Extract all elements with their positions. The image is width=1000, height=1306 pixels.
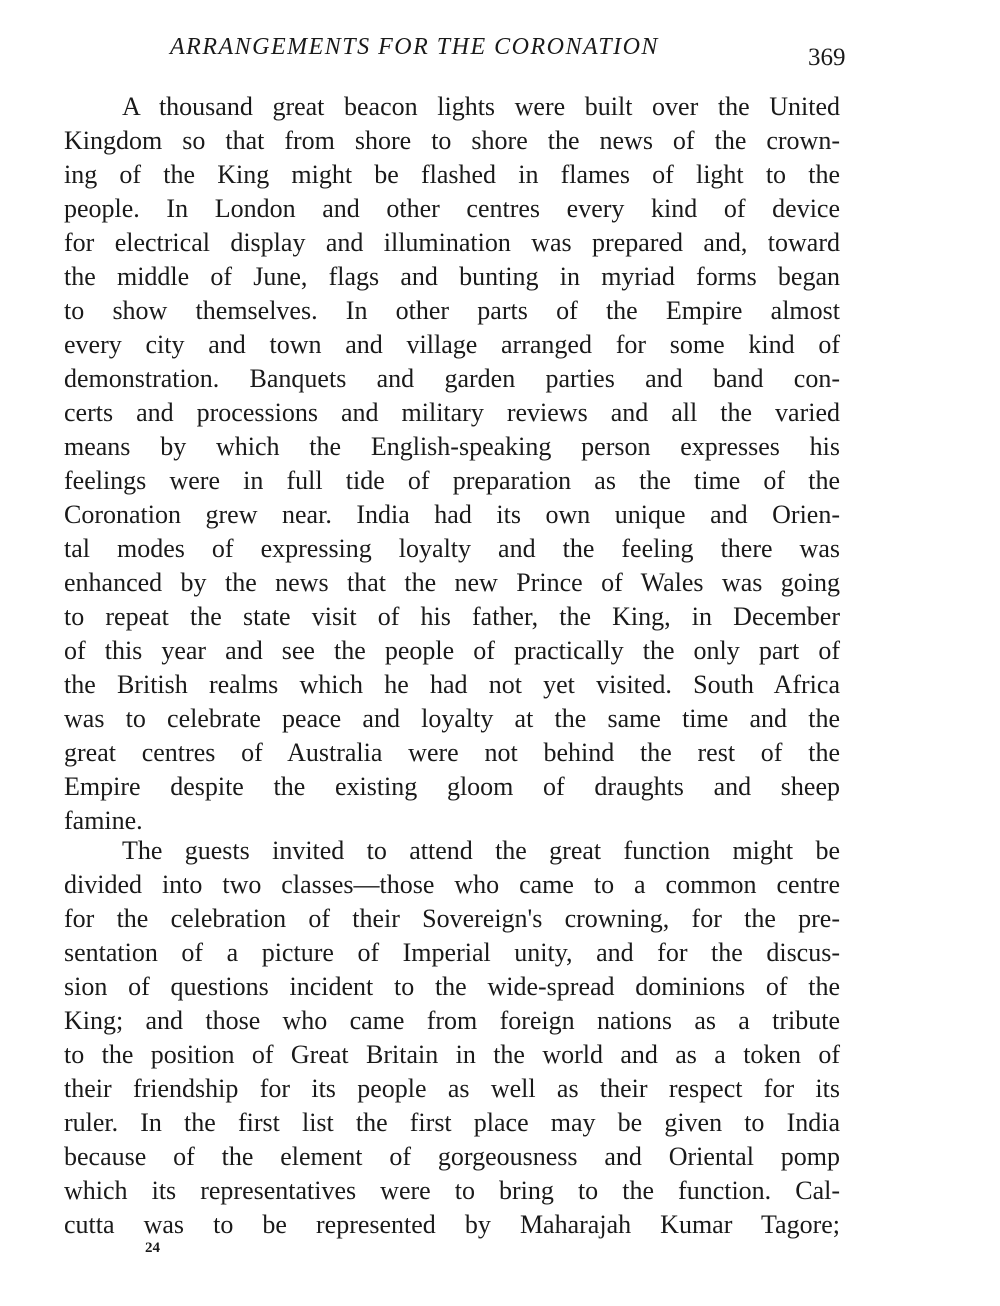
text-line: sentation of a picture of Imperial unity, and for the discus- bbox=[64, 938, 840, 967]
text-line: ing of the King might be flashed in flames of light to the bbox=[64, 160, 840, 189]
text-line: the British realms which he had not yet visited. South Africa bbox=[64, 670, 840, 699]
text-line: ruler. In the first list the first place may be given to India bbox=[64, 1108, 840, 1137]
text-line: King; and those who came from foreign nations as a tribute bbox=[64, 1006, 840, 1035]
text-line: A thousand great beacon lights were built over the United bbox=[122, 92, 840, 121]
text-line: their friendship for its people as well as their respect for its bbox=[64, 1074, 840, 1103]
text-line: certs and processions and military reviews and all the varied bbox=[64, 398, 840, 427]
text-line: which its representatives were to bring to the function. Cal- bbox=[64, 1176, 840, 1205]
text-line: enhanced by the news that the new Prince of Wales was going bbox=[64, 568, 840, 597]
text-line: divided into two classes—those who came to a common centre bbox=[64, 870, 840, 899]
text-line: great centres of Australia were not behind the rest of the bbox=[64, 738, 840, 767]
text-line: for the celebration of their Sovereign's crowning, for the pre- bbox=[64, 904, 840, 933]
text-line: The guests invited to attend the great function might be bbox=[122, 836, 840, 865]
text-line: the middle of June, flags and bunting in myriad forms began bbox=[64, 262, 840, 291]
text-line: cutta was to be represented by Maharajah Kumar Tagore; bbox=[64, 1210, 840, 1239]
text-line: for electrical display and illumination was prepared and, toward bbox=[64, 228, 840, 257]
text-line: means by which the English-speaking person expresses his bbox=[64, 432, 840, 461]
page-number: 369 bbox=[808, 44, 846, 71]
paragraph-beacon-lights bbox=[64, 90, 840, 838]
text-line: Coronation grew near. India had its own unique and Orien- bbox=[64, 500, 840, 529]
text-line: famine. bbox=[64, 806, 143, 835]
text-line: Kingdom so that from shore to shore the news of the crown- bbox=[64, 126, 840, 155]
signature-mark: 24 bbox=[145, 1240, 160, 1256]
text-line: Empire despite the existing gloom of draughts and sheep bbox=[64, 772, 840, 801]
text-line: tal modes of expressing loyalty and the feeling there was bbox=[64, 534, 840, 563]
text-line: to show themselves. In other parts of the Empire almost bbox=[64, 296, 840, 325]
text-line: because of the element of gorgeousness and Oriental pomp bbox=[64, 1142, 840, 1171]
text-line: to the position of Great Britain in the world and as a token of bbox=[64, 1040, 840, 1069]
text-line: people. In London and other centres every kind of device bbox=[64, 194, 840, 223]
text-line: sion of questions incident to the wide-spread dominions of the bbox=[64, 972, 840, 1001]
paragraph-guests-invited bbox=[64, 834, 840, 1242]
text-line: was to celebrate peace and loyalty at the same time and the bbox=[64, 704, 840, 733]
running-header: ARRANGEMENTS FOR THE CORONATION bbox=[170, 34, 659, 60]
text-line: of this year and see the people of practically the only part of bbox=[64, 636, 840, 665]
text-line: feelings were in full tide of preparation as the time of the bbox=[64, 466, 840, 495]
text-line: every city and town and village arranged for some kind of bbox=[64, 330, 840, 359]
text-line: to repeat the state visit of his father, the King, in December bbox=[64, 602, 840, 631]
text-line: demonstration. Banquets and garden parties and band con- bbox=[64, 364, 840, 393]
